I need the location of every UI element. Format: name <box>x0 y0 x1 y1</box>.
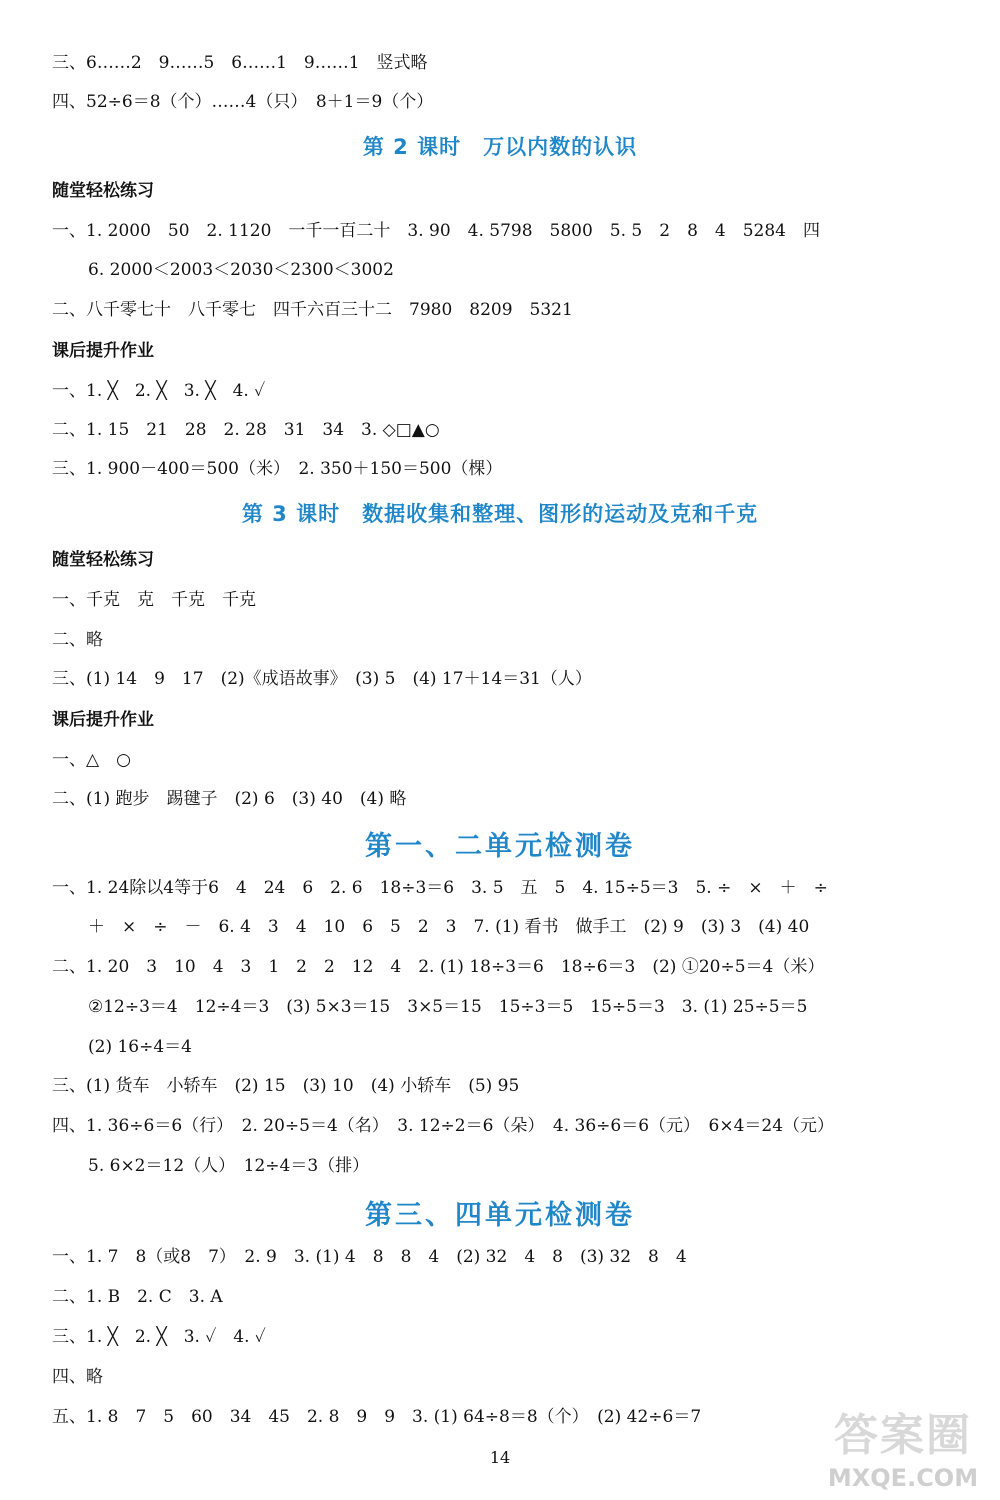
answer-line: 二、1. 20 3 10 4 3 1 2 2 12 4 2. (1) 18÷3＝6 18÷6＝3 (2) ①20÷5＝4（米） <box>52 957 825 977</box>
answer-line: 二、略 <box>52 630 103 650</box>
answer-line: 一、千克 克 千克 千克 <box>52 590 256 610</box>
lesson-2-title: 第 2 课时 万以内数的认识 <box>362 135 638 159</box>
watermark-domain-text: MXQE.COM <box>827 1464 979 1492</box>
watermark-logo-text: 答案圈 <box>834 1410 972 1461</box>
answer-line: 二、(1) 跑步 踢毽子 (2) 6 (3) 40 (4) 略 <box>52 789 407 809</box>
answer-line: ②12÷3＝4 12÷4＝3 (3) 5×3＝15 3×5＝15 15÷3＝5 15÷5＝3 3. (1) 25÷5＝5 <box>88 997 808 1017</box>
answer-line: ＋ × ÷ － 6. 4 3 4 10 6 5 2 3 7. (1) 看书 做手工 (2) 9 (3) 3 (4) 40 <box>88 917 810 937</box>
answer-line: 五、1. 8 7 5 60 34 45 2. 8 9 9 3. (1) 64÷8＝8（个） (2) 42÷6＝7 <box>52 1407 702 1427</box>
site-watermark <box>818 1410 988 1494</box>
answer-line: 一、△ ○ <box>52 750 131 770</box>
answer-line: (2) 16÷4＝4 <box>88 1037 192 1057</box>
answer-line: 二、八千零七十 八千零七 四千六百三十二 7980 8209 5321 <box>52 300 573 320</box>
answer-line: 三、1. 900－400＝500（米） 2. 350＋150＝500（棵） <box>52 459 503 479</box>
answer-line: 四、52÷6＝8（个）……4（只） 8＋1＝9（个） <box>52 92 434 112</box>
answer-line: 6. 2000＜2003＜2030＜2300＜3002 <box>88 260 394 280</box>
section-heading-practice: 随堂轻松练习 <box>52 550 154 570</box>
lesson-3-title: 第 3 课时 数据收集和整理、图形的运动及克和千克 <box>241 502 759 526</box>
answer-line: 一、1. 2000 50 2. 1120 一千一百二十 3. 90 4. 5798 5800 5. 5 2 8 4 5284 四 <box>52 221 820 241</box>
unit-1-2-test-title: 第一、二单元检测卷 <box>365 831 635 862</box>
answer-line: 一、1. ╳ 2. ╳ 3. ╳ 4. ✓ <box>52 381 266 401</box>
section-heading-homework: 课后提升作业 <box>52 341 154 361</box>
answer-line: 二、1. 15 21 28 2. 28 31 34 3. ◇□▲○ <box>52 420 440 440</box>
section-heading-practice: 随堂轻松练习 <box>52 181 154 201</box>
unit-3-4-test-title: 第三、四单元检测卷 <box>365 1200 635 1231</box>
answer-line: 三、(1) 14 9 17 (2)《成语故事》 (3) 5 (4) 17＋14＝31（人） <box>52 669 592 689</box>
answer-line: 四、略 <box>52 1367 103 1387</box>
section-heading-homework: 课后提升作业 <box>52 710 154 730</box>
answer-line: 一、1. 24除以4等于6 4 24 6 2. 6 18÷3＝6 3. 5 五 5 4. 15÷5＝3 5. ÷ × ＋ ÷ <box>52 878 828 898</box>
page-number: 14 <box>489 1448 511 1467</box>
answer-line: 一、1. 7 8（或8 7） 2. 9 3. (1) 4 8 8 4 (2) 32 4 8 (3) 32 8 4 <box>52 1247 687 1267</box>
answer-line: 三、6……2 9……5 6……1 9……1 竖式略 <box>52 53 428 73</box>
answer-line: 二、1. B 2. C 3. A <box>52 1287 223 1307</box>
answer-line: 5. 6×2＝12（人） 12÷4＝3（排） <box>88 1156 370 1176</box>
answer-line: 三、(1) 货车 小轿车 (2) 15 (3) 10 (4) 小轿车 (5) 95 <box>52 1076 520 1096</box>
answer-line: 四、1. 36÷6＝6（行） 2. 20÷5＝4（名） 3. 12÷2＝6（朵） 4. 36÷6＝6（元） 6×4＝24（元） <box>52 1116 835 1136</box>
answer-line: 三、1. ╳ 2. ╳ 3. ✓ 4. ✓ <box>52 1327 266 1347</box>
